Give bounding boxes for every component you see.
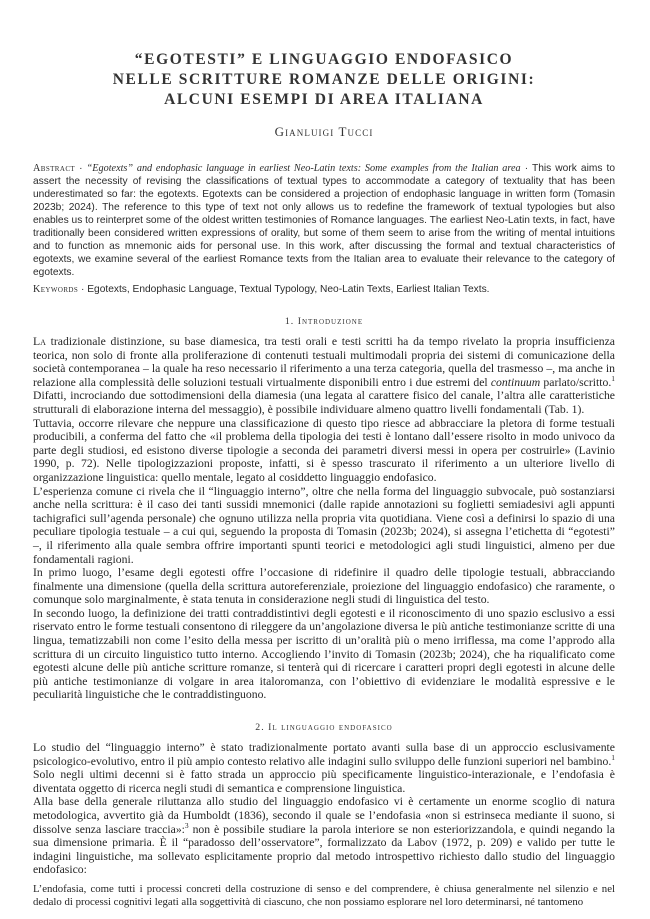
paragraph-text: Lo studio del “linguaggio interno” è stato tradizionalmente portato avanti sulla base di un approccio esclusivamente psicologico-evolutivo, entro il più ampio contesto relativo alle indagini sullo sviluppo delle funzioni superiori nel bambino.	[33, 741, 615, 768]
footnote-marker[interactable]: 1	[611, 373, 615, 383]
section-heading-linguaggio-endofasico: 2. Il linguaggio endofasico	[255, 722, 393, 734]
paper-title	[33, 50, 615, 110]
block-quote: L’endofasia, come tutti i processi concreti della costruzione di senso e del comprendere, è chiusa generalmente nel silenzio e nel dedalo di processi cognitivi legati alla soggettività di ciascuno, che non possiamo esplorare nel loro determinarsi, né tantomeno	[33, 882, 615, 909]
abstract-label: Abstract	[33, 163, 76, 174]
paragraph-italic: continuum	[490, 375, 541, 389]
keywords-separator: ·	[78, 284, 88, 295]
abstract	[33, 162, 615, 279]
abstract-body: This work aims to assert the necessity of revising the classifications of textual types to accommodate a category of textuality that has been underestimated so far: the egotexts. Egotexts can be considered a projection of endophasic language in written form (Tomasin 2023b; 2024). The reference to this type of text not only allows us to redefine the framework of textual typologies but also enables us to reinterpret some of the oldest written testimonies of Romance languages. The earliest Neo-Latin texts, in fact, have traditionally been considered written expressions of orality, but some of them seem to arise from the writing of mental intuitions and to function as mnemonic aids for personal use. In this work, after discussing the formal and textual characteristics of egotexts, we examine several of the earliest Romance texts from the Italian area to evaluate their relevance to the category of egotexts.	[33, 163, 615, 278]
footnote-marker[interactable]: 1	[611, 752, 615, 762]
section-heading-introduzione: 1. Introduzione	[284, 316, 364, 327]
paragraph: Tuttavia, occorre rilevare che neppure una classificazione di questo tipo riesce ad abbracciare la pletora di forme testuali producibili, a conferma del fatto che «il problema della tipologia dei testi è lontano dall’essere risolto in modo univoco da parte degli studiosi, ed esistono diverse tipologie a seconda dei parametri diversi messi in opera per costruirle» (Lavinio 1990, p. 72). Nelle tipologizzazioni proposte, infatti, si è spesso trascurato il riferimento a un ulteriore livello di organizzazione linguistica: quello mentale, legato al cosiddetto linguaggio endofasico.	[33, 416, 615, 484]
title-line-2: NELLE SCRITTURE ROMANZE DELLE ORIGINI:	[112, 71, 536, 88]
author-name: Gianluigi Tucci	[274, 124, 374, 139]
paragraph-text: parlato/scritto.	[540, 375, 612, 389]
paragraph: In primo luogo, l’esame degli egotesti offre l’occasione di ridefinire il quadro delle tipologie testuali, abbracciando finalmente una dimensione (quella della scrittura autoreferenziale, proiezione del linguaggio endofasico) che raramente, o comunque solo marginalmente, è stata tenuta in considerazione negli studi di linguistica del testo.	[33, 566, 615, 607]
title-line-1: “EGOTESTI” E LINGUAGGIO ENDOFASICO	[134, 51, 514, 68]
paragraph-text: tradizionale distinzione, su base diamesica, tra testi orali e testi scritti ha da tempo rivelato la propria insufficienza teorica, non solo di fronte alla proliferazione di contenuti testuali multimodali propria dei sistemi di comunicazione della società contemporanea – la quale ha reso necessario il riferimento a una terza categoria, quella del trasmesso –, ma anche in relazione alla complessità delle soluzioni testuali virtualmente disponibili entro i due estremi del	[33, 335, 615, 389]
abstract-separator: ·	[520, 163, 532, 174]
paragraph: In secondo luogo, la definizione dei tratti contraddistintivi degli egotesti e il riconoscimento di uno spazio esclusivo a essi riservato entro le forme testuali consentono di rileggere da un’angolazione diversa le più antiche testimonianze scritte di una lingua, tematizzabili non come l’esito della messa per iscritto di un’oralità più o meno irriflessa, ma come l’approdo alla scrittura di un circuito linguistico tutto interno. Accogliendo l’invito di Tomasin (2023b; 2024), che ha riqualificato come egotesti alcune delle più antiche scritture romanze, si tenterà qui di ricercare i caratteri propri degli egotesti in alcune delle più antiche testimonianze di volgare in area italoromanza, con l’obiettivo di evidenziare le modalità espressive e le peculiarità linguistiche che le contraddistinguono.	[33, 606, 615, 702]
paragraph-text: Difatti, incrociando due sottodimensioni della diamesia (una legata al carattere fisico del canale, l’altra alle caratteristiche strutturali di elaborazione interna del messaggio), è possibile individuare almeno quattro livelli fondamentali (Tab. 1).	[33, 389, 615, 416]
paragraph	[33, 335, 615, 417]
abstract-english-title: “Egotexts” and endophasic language in earliest Neo-Latin texts: Some examples from the Italian area	[86, 163, 521, 174]
keywords-label: Keywords	[33, 284, 79, 295]
paragraph	[33, 795, 615, 877]
paragraph	[33, 741, 615, 795]
footnote-marker[interactable]: 3	[184, 820, 189, 830]
keywords-text: Egotexts, Endophasic Language, Textual Typology, Neo-Latin Texts, Earliest Italian Texts.	[87, 284, 490, 295]
paragraph: L’esperienza comune ci rivela che il “linguaggio interno”, oltre che nella forma del linguaggio subvocale, può sostanziarsi anche nella scrittura: è il caso dei tanti sussidi mnemonici (dalle rapide annotazioni su foglietti semiadesivi agli appunti tachigrafici sull’agenda personale) che ognuno utilizza nella propria vita quotidiana. Viene così a definirsi lo spazio di una peculiare tipologia testuale – a cui qui, seguendo la proposta di Tomasin (2023b; 2024), si assegna l’etichetta di “egotesti” –, il riferimento alla quale sembra offrire importanti spunti teorici e metodologici agli studi linguistici, almeno per due fondamentali ragioni.	[33, 484, 615, 566]
paragraph-lead: La	[33, 335, 46, 348]
keywords	[33, 283, 615, 296]
paragraph-text: non è possibile studiare la parola interiore se non esteriorizzandola, e quindi negando la sua dimensione primaria. È il “paradosso dell’osservatore”, formalizzato da Labov (1972, p. 209) e valido per tutte le indagini linguistiche, ma sollevato esplicitamente proprio dal metodo introspettivo richiesto dallo studio del linguaggio endofasico:	[33, 822, 615, 877]
title-line-3: ALCUNI ESEMPI DI AREA ITALIANA	[164, 91, 484, 108]
abstract-separator: ·	[75, 163, 87, 174]
paragraph-text: Solo negli ultimi decenni si è fatto strada un approccio più specificamente linguistico-interazionale, e l’endofasia è diventata oggetto di ricerca negli studi di semantica e comprensione linguistica.	[33, 768, 615, 795]
paragraph-text: Alla base della generale riluttanza allo studio del linguaggio endofasico vi è certamente un enorme scoglio di natura metodologica, avvertito già da Humboldt (1836), secondo il quale se l’endofasia «non si estrinseca mediante il suono, si dissolve senza lasciare traccia»:	[33, 795, 615, 836]
